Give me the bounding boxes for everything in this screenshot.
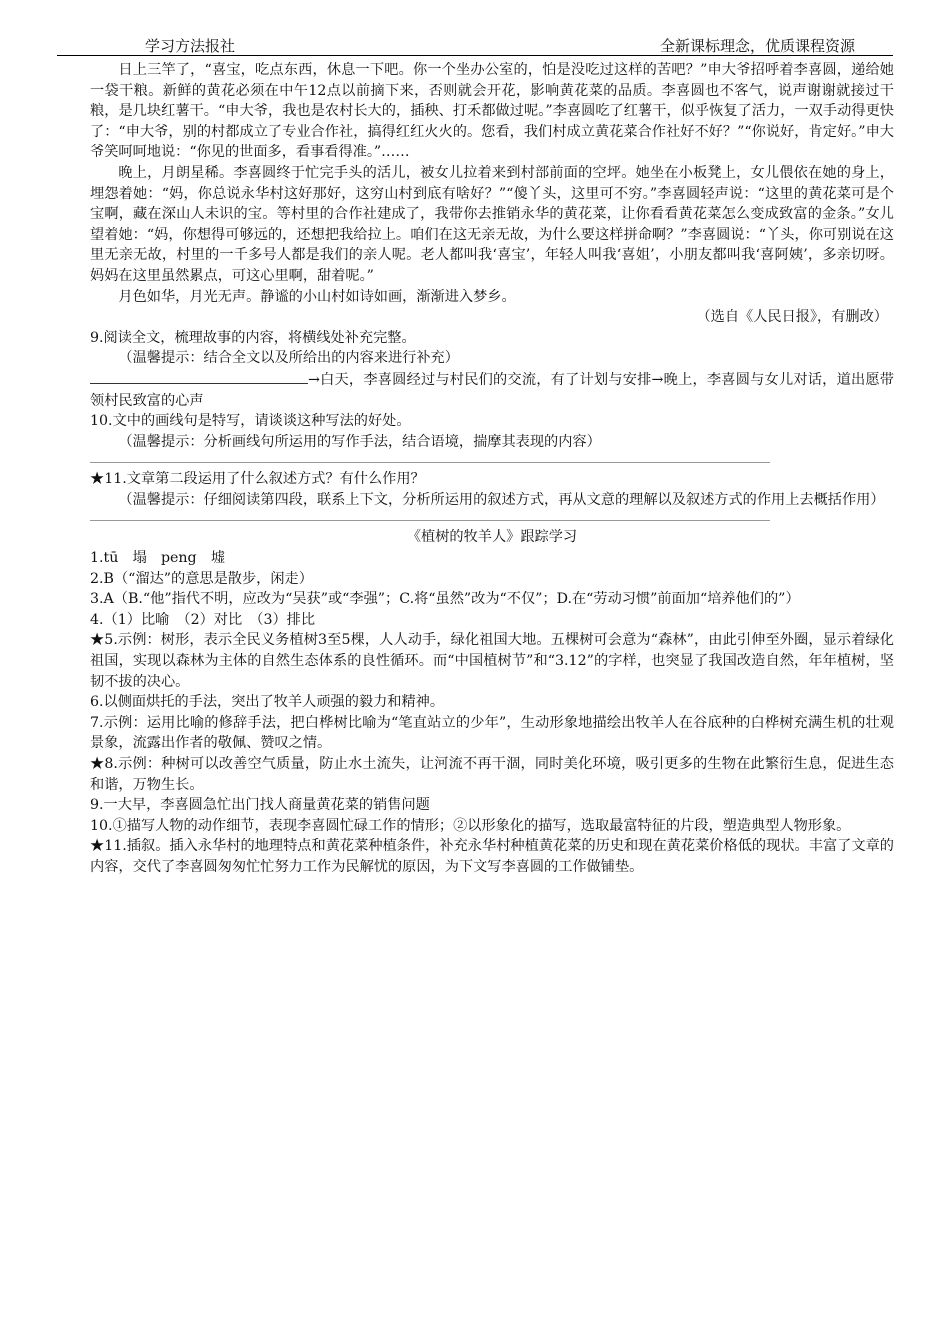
question-10: 10.文中的画线句是特写，请谈谈这种写法的好处。: [90, 413, 411, 430]
answer-item: 10.①描写人物的动作细节，表现李喜圆忙碌工作的情形；②以形象化的描写，选取最富特征的片段，塑造典型人物形象。: [90, 817, 851, 834]
answer-item: 1.tū 塌 peng 墟: [90, 550, 226, 567]
page-header: [57, 33, 893, 56]
answer-line[interactable]: [90, 510, 770, 521]
answer-line[interactable]: [90, 452, 770, 463]
question-9-fill: [90, 369, 894, 411]
header-slogan: 全新课标理念，优质课程资源: [659, 37, 855, 55]
answer-item: 3.A（B.“他”指代不明，应改为“吴获”或“李强”；C.将“虽然”改为“不仅”；D.在“劳动习惯”前面加“培养他们的”）: [90, 591, 800, 608]
answer-item: 9.一大早，李喜圆急忙出门找人商量黄花菜的销售问题: [90, 797, 430, 814]
question-10-tip: （温馨提示：分析画线句所运用的写作手法，结合语境，揣摩其表现的内容）: [118, 433, 601, 450]
question-11: ★11.文章第二段运用了什么叙述方式？有什么作用？: [90, 471, 425, 488]
question-9: 9.阅读全文，梳理故事的内容，将横线处补充完整。: [90, 329, 416, 346]
header-publisher: 学习方法报社: [145, 37, 236, 55]
answer-item: 4.（1）比喻 （2）对比 （3）排比: [90, 611, 316, 628]
question-11-tip: （温馨提示：仔细阅读第四段，联系上下文，分析所运用的叙述方式，再从文意的理解以及叙述方式的作用上去概括作用）: [118, 491, 885, 508]
story-paragraph-1: 日上三竿了，“喜宝，吃点东西，休息一下吧。你一个坐办公室的，怕是没吃过这样的苦吧？”申大爷招呼着李喜圆，递给她一袋干粮。新鲜的黄花必须在中午12点以前摘下来，否则就会开花，影响黄花菜的品质。李喜圆也不客气，说声谢谢就接过干粮，是几块红薯干。“申大爷，我也是农村长大的，插秧、打禾都做过呢。”李喜圆吃了红薯干，似乎恢复了活力，一双手动得更快了：“申大爷，别的村都成立了专业合作社，搞得红红火火的。您看，我们村成立黄花菜合作社好不好？”“你说好，肯定好。”申大爷笑呵呵地说：“你见的世面多，看事看得准。”……: [90, 62, 894, 161]
answer-item: 7.示例：运用比喻的修辞手法，把白桦树比喻为“笔直站立的少年”，生动形象地描绘出牧羊人在谷底种的白桦树充满生机的壮观景象，流露出作者的敬佩、赞叹之情。: [90, 714, 894, 752]
answer-item: 2.B（“溜达”的意思是散步，闲走）: [90, 570, 313, 587]
page-content: [90, 60, 894, 878]
answer-blank[interactable]: [90, 369, 308, 384]
answer-item: ★5.示例：树形，表示全民义务植树3至5棵，人人动手，绿化祖国大地。五棵树可会意为“森林”，由此引伸至外圈，显示着绿化祖国，实现以森林为主体的自然生态体系的良性循环。而“中国植树节”和“3.12”的字样，也突显了我国改造自然，年年植树，坚韧不拔的决心。: [90, 632, 894, 690]
question-9-fill-text: →白天，李喜圆经过与村民们的交流，有了计划与安排→晚上，李喜圆与女儿对话，道出愿带领村民致富的心声: [90, 371, 894, 409]
story-paragraph-3: 月色如华，月光无声。静谧的小山村如诗如画，渐渐进入梦乡。: [118, 288, 516, 305]
answer-item: ★8.示例：种树可以改善空气质量，防止水土流失，让河流不再干涸，同时美化环境，吸引更多的生物在此繁衍生息，促进生态和谐，万物生长。: [90, 756, 894, 793]
answer-item: 6.以侧面烘托的手法，突出了牧羊人顽强的毅力和精神。: [90, 694, 445, 711]
story-source: （选自《人民日报》，有删改）: [696, 309, 888, 326]
question-9-tip: （温馨提示：结合全文以及所给出的内容来进行补充）: [118, 350, 459, 367]
story-paragraph-2: 晚上，月朗星稀。李喜圆终于忙完手头的活儿，被女儿拉着来到村部前面的空坪。她坐在小板凳上，女儿偎依在她的身上，埋怨着她：“妈，你总说永华村这好那好，这穷山村到底有啥好？”“傻丫头，这里可不穷。”李喜圆轻声说：“这里的黄花菜可是个宝啊，藏在深山人未识的宝。等村里的合作社建成了，我带你去推销永华的黄花菜，让你看看黄花菜怎么变成致富的金条。”女儿望着她：“妈，你想得可够远的，还想把我给拉上。咱们在这无亲无故，为什么要这样拼命啊？”李喜圆说：“丫头，你可别说在这里无亲无故，村里的一千多号人都是我们的亲人呢。老人都叫我‘喜宝’，年轻人叫我‘喜姐’，小朋友都叫我‘喜阿姨’，多亲切呀。妈妈在这里虽然累点，可这心里啊，甜着呢。”: [90, 164, 894, 284]
answers-title: 《植树的牧羊人》跟踪学习: [406, 529, 578, 546]
answer-item: ★11.插叙。插入永华村的地理特点和黄花菜种植条件，补充永华村种植黄花菜的历史和现在黄花菜价格低的现状。丰富了文章的内容，交代了李喜圆匆匆忙忙努力工作为民解忧的原因，为下文写李喜圆的工作做铺垫。: [90, 838, 894, 875]
